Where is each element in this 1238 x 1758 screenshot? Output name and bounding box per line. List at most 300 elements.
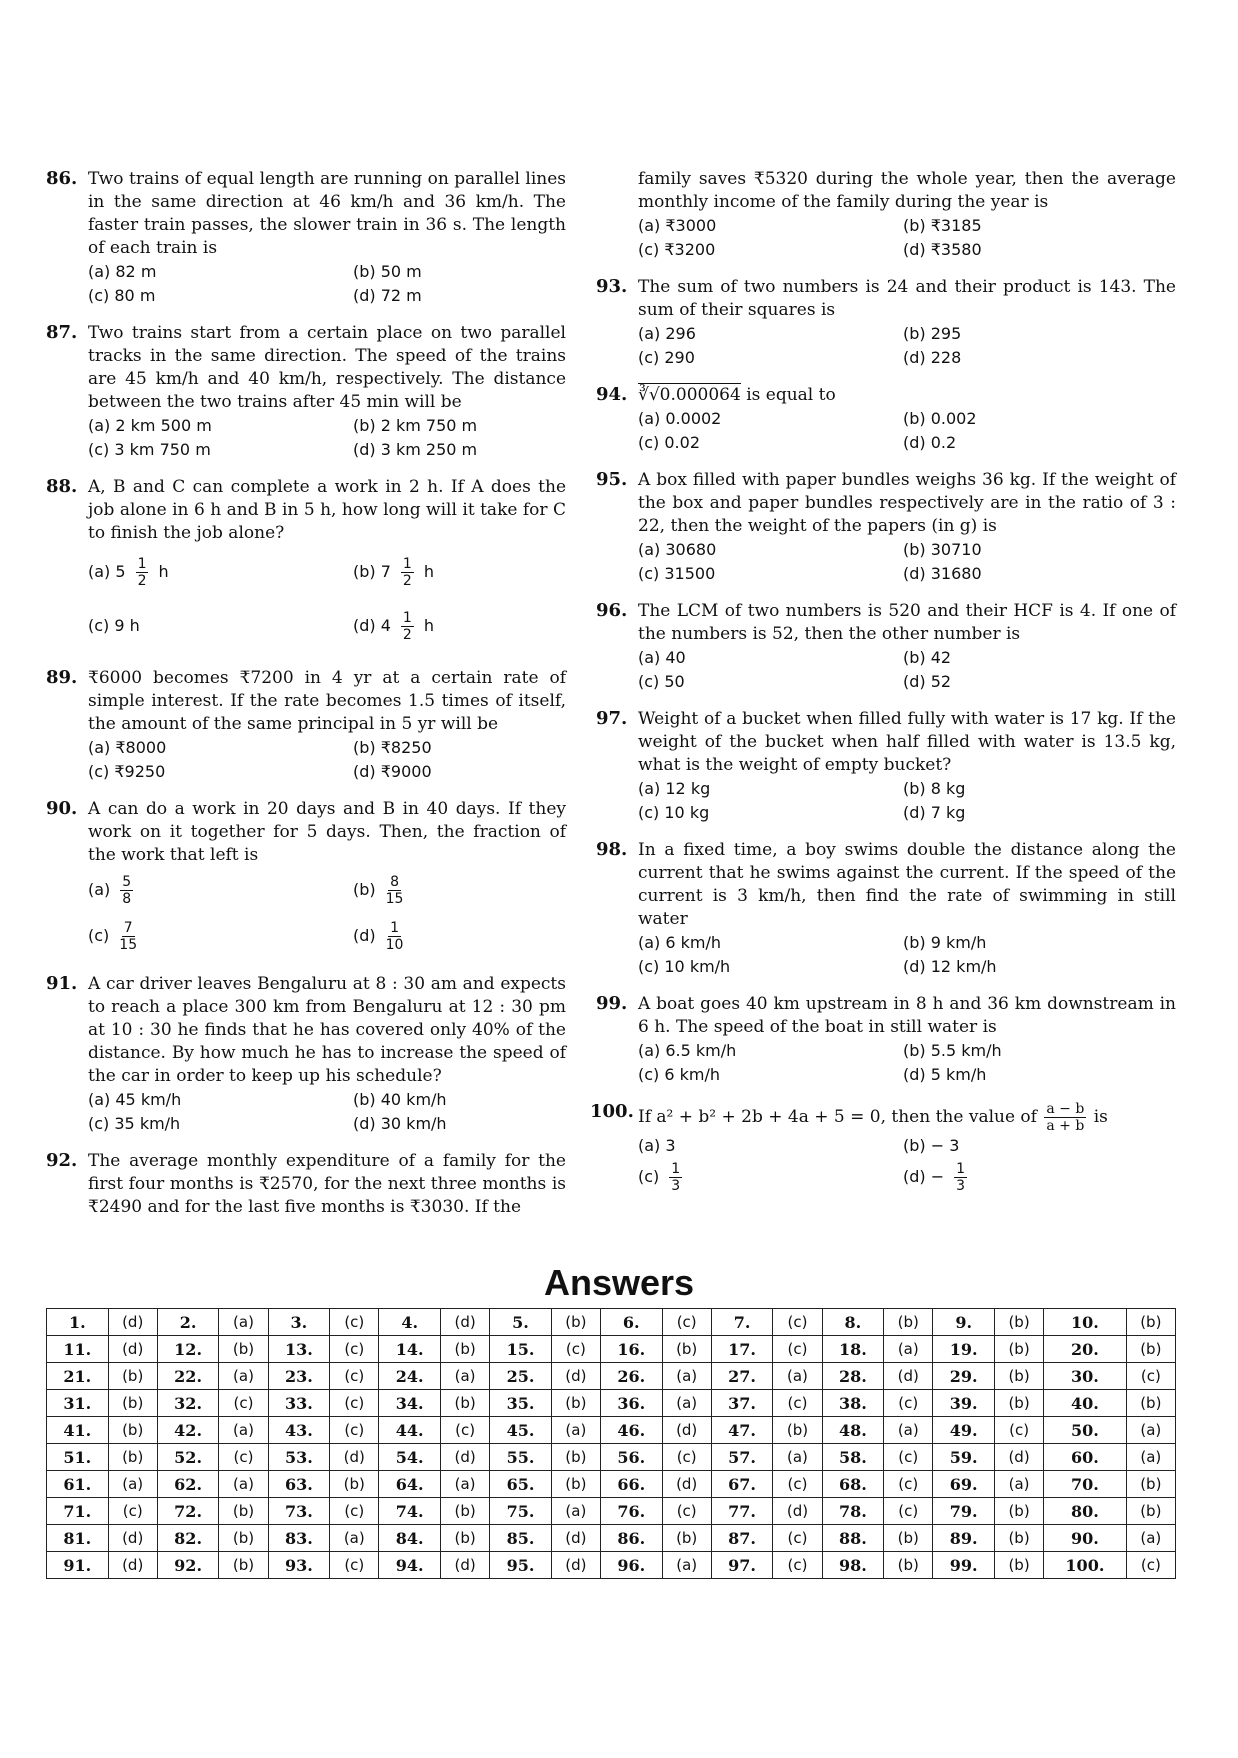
numerator: 1 [956, 1160, 966, 1177]
question-text-suffix: is [1093, 1107, 1108, 1127]
answer-question-number: 67. [711, 1471, 773, 1498]
answer-choice: (c) [330, 1363, 379, 1390]
table-row [47, 1552, 1176, 1579]
answer-question-number: 38. [822, 1390, 884, 1417]
option-c[interactable]: (c) 50 [638, 672, 685, 691]
options [88, 545, 566, 653]
option-d[interactable] [353, 913, 566, 959]
answer-choice: (c) [662, 1444, 711, 1471]
option-b[interactable]: (b) 42 [903, 648, 952, 667]
question-87 [46, 322, 566, 462]
table-row [47, 1498, 1176, 1525]
question-text: A, B and C can complete a work in 2 h. If A does the job alone in 6 h and B in 5 h, how long will it take for C to finish the job alone? [88, 477, 566, 543]
answer-question-number: 56. [600, 1444, 662, 1471]
table-row [47, 1444, 1176, 1471]
option-c[interactable] [88, 913, 353, 959]
answer-choice: (c) [551, 1336, 600, 1363]
fraction [1044, 1101, 1086, 1134]
answer-choice: (d) [440, 1444, 489, 1471]
options [638, 777, 1176, 825]
answer-choice: (b) [440, 1525, 489, 1552]
answer-question-number: 11. [47, 1336, 109, 1363]
option-a[interactable]: (a) 3 [638, 1136, 676, 1155]
answer-question-number: 60. [1044, 1444, 1126, 1471]
answer-question-number: 20. [1044, 1336, 1126, 1363]
denominator: 2 [402, 626, 412, 643]
option-a[interactable]: (a) 296 [638, 324, 696, 343]
answer-choice: (c) [773, 1309, 822, 1336]
answer-question-number: 45. [490, 1417, 552, 1444]
answer-question-number: 28. [822, 1363, 884, 1390]
answer-choice: (b) [219, 1525, 268, 1552]
option-b[interactable]: (b) − 3 [903, 1136, 960, 1155]
numerator: 7 [123, 919, 133, 936]
options [638, 322, 1176, 370]
answer-choice: (c) [330, 1390, 379, 1417]
options [88, 260, 566, 308]
answer-choice: (d) [551, 1525, 600, 1552]
denominator: a + b [1046, 1118, 1085, 1134]
answer-question-number: 5. [490, 1309, 552, 1336]
answer-question-number: 52. [157, 1444, 219, 1471]
answer-question-number: 35. [490, 1390, 552, 1417]
question-93 [596, 276, 1176, 370]
answer-question-number: 19. [933, 1336, 995, 1363]
table-row [47, 1417, 1176, 1444]
answer-choice: (b) [108, 1444, 157, 1471]
options [638, 646, 1176, 694]
answer-choice: (c) [773, 1552, 822, 1579]
answer-question-number: 26. [600, 1363, 662, 1390]
numerator: 1 [671, 1160, 681, 1177]
answer-choice: (c) [773, 1390, 822, 1417]
answer-question-number: 50. [1044, 1417, 1126, 1444]
option-d[interactable]: (d) ₹9000 [353, 762, 432, 781]
answer-question-number: 87. [711, 1525, 773, 1552]
option-a[interactable]: (a) 2 km 500 m [88, 416, 212, 435]
numerator: 1 [402, 609, 412, 626]
option-b[interactable] [353, 545, 566, 599]
numerator: 1 [402, 555, 412, 572]
answer-choice: (c) [884, 1471, 933, 1498]
answer-question-number: 95. [490, 1552, 552, 1579]
answer-choice: (a) [662, 1552, 711, 1579]
answer-question-number: 25. [490, 1363, 552, 1390]
answer-question-number: 18. [822, 1336, 884, 1363]
answer-question-number: 34. [379, 1390, 441, 1417]
option-b[interactable]: (b) 50 m [353, 262, 422, 281]
answer-choice: (c) [994, 1417, 1043, 1444]
numerator: 1 [390, 919, 400, 936]
option-d[interactable]: (d) 3 km 250 m [353, 440, 478, 459]
question-text: The LCM of two numbers is 520 and their HCF is 4. If one of the numbers is 52, then the other number is [638, 601, 1176, 644]
question-97 [596, 708, 1176, 825]
denominator: 2 [137, 572, 147, 589]
answer-question-number: 3. [268, 1309, 330, 1336]
answer-question-number: 17. [711, 1336, 773, 1363]
option-c[interactable]: (c) 31500 [638, 564, 716, 583]
option-c[interactable]: (c) 0.02 [638, 433, 700, 452]
answer-choice: (a) [1126, 1525, 1175, 1552]
answer-question-number: 7. [711, 1309, 773, 1336]
denominator: 15 [119, 936, 138, 953]
answer-question-number: 46. [600, 1417, 662, 1444]
numerator: a − b [1046, 1101, 1085, 1117]
fraction [401, 556, 414, 589]
question-number: 97. [596, 708, 628, 729]
answer-question-number: 16. [600, 1336, 662, 1363]
answer-question-number: 23. [268, 1363, 330, 1390]
option-c[interactable]: (c) ₹9250 [88, 762, 166, 781]
options [638, 407, 1176, 455]
numerator: 5 [122, 873, 132, 890]
answer-choice: (c) [1126, 1552, 1175, 1579]
numerator: 8 [390, 873, 400, 890]
denominator: 3 [956, 1177, 966, 1194]
answer-question-number: 71. [47, 1498, 109, 1525]
option-a-whole: (a) 5 [88, 562, 126, 581]
unit: h [423, 616, 434, 635]
answer-choice: (c) [884, 1390, 933, 1417]
answer-choice: (c) [884, 1498, 933, 1525]
answers-heading: Answers [543, 1262, 695, 1303]
question-98 [596, 839, 1176, 979]
option-a[interactable]: (a) 40 [638, 648, 686, 667]
question-88 [46, 476, 566, 653]
answer-choice: (a) [551, 1498, 600, 1525]
question-90 [46, 798, 566, 959]
question-92-continued [596, 168, 1176, 262]
option-d-whole: (d) 4 [353, 616, 391, 635]
answer-question-number: 8. [822, 1309, 884, 1336]
answer-choice: (d) [108, 1309, 157, 1336]
fraction [401, 610, 414, 643]
question-91 [46, 973, 566, 1136]
question-text: A can do a work in 20 days and B in 40 days. If they work on it together for 5 days. Then, the fraction of the work that left is [88, 799, 566, 865]
answers-table [46, 1308, 1176, 1579]
answer-choice: (d) [440, 1309, 489, 1336]
answer-choice: (b) [551, 1471, 600, 1498]
answer-question-number: 90. [1044, 1525, 1126, 1552]
question-text-prefix: If a² + b² + 2b + 4a + 5 = 0, then the value of [638, 1107, 1037, 1127]
answer-choice: (b) [994, 1309, 1043, 1336]
option-b[interactable]: (b) 40 km/h [353, 1090, 447, 1109]
fraction [386, 920, 404, 953]
option-d[interactable]: (d) ₹3580 [903, 240, 982, 259]
answer-question-number: 12. [157, 1336, 219, 1363]
answer-choice: (b) [219, 1336, 268, 1363]
answer-question-number: 80. [1044, 1498, 1126, 1525]
answer-choice: (b) [1126, 1336, 1175, 1363]
question-86 [46, 168, 566, 308]
answer-question-number: 4. [379, 1309, 441, 1336]
option-c[interactable]: (c) 290 [638, 348, 695, 367]
option-a[interactable]: (a) 45 km/h [88, 1090, 182, 1109]
answer-choice: (c) [330, 1498, 379, 1525]
option-b[interactable]: (b) ₹3185 [903, 216, 982, 235]
answer-question-number: 27. [711, 1363, 773, 1390]
option-c[interactable] [638, 1158, 903, 1196]
option-b-whole: (b) 7 [353, 562, 391, 581]
answer-choice: (a) [108, 1471, 157, 1498]
option-b[interactable]: (b) 5.5 km/h [903, 1041, 1002, 1060]
answer-question-number: 51. [47, 1444, 109, 1471]
answer-question-number: 40. [1044, 1390, 1126, 1417]
answer-question-number: 64. [379, 1471, 441, 1498]
answer-question-number: 68. [822, 1471, 884, 1498]
answer-question-number: 15. [490, 1336, 552, 1363]
answer-question-number: 78. [822, 1498, 884, 1525]
option-a[interactable]: (a) ₹3000 [638, 216, 717, 235]
numerator: 1 [137, 555, 147, 572]
denominator: 3 [671, 1177, 681, 1194]
answer-question-number: 82. [157, 1525, 219, 1552]
question-number: 100. [590, 1101, 634, 1122]
question-text-suffix: is equal to [746, 385, 836, 405]
option-b[interactable]: (b) ₹8250 [353, 738, 432, 757]
answer-question-number: 79. [933, 1498, 995, 1525]
question-number: 87. [46, 322, 78, 343]
answer-question-number: 88. [822, 1525, 884, 1552]
option-d[interactable]: (d) 52 [903, 672, 952, 691]
option-c[interactable]: (c) 10 km/h [638, 957, 731, 976]
answer-choice: (b) [884, 1309, 933, 1336]
question-96 [596, 600, 1176, 694]
answer-question-number: 2. [157, 1309, 219, 1336]
answer-question-number: 70. [1044, 1471, 1126, 1498]
option-a[interactable]: (a) 82 m [88, 262, 157, 281]
option-b[interactable]: (b) 30710 [903, 540, 982, 559]
option-a[interactable] [88, 867, 353, 913]
table-row [47, 1336, 1176, 1363]
answer-question-number: 84. [379, 1525, 441, 1552]
option-d[interactable] [903, 1158, 1176, 1196]
answer-question-number: 42. [157, 1417, 219, 1444]
answer-question-number: 13. [268, 1336, 330, 1363]
option-a[interactable] [88, 545, 353, 599]
option-d[interactable]: (d) 72 m [353, 286, 422, 305]
answer-question-number: 33. [268, 1390, 330, 1417]
option-c[interactable] [88, 599, 353, 653]
answer-choice: (c) [330, 1336, 379, 1363]
answer-question-number: 1. [47, 1309, 109, 1336]
options [638, 214, 1176, 262]
answer-choice: (d) [551, 1552, 600, 1579]
answer-choice: (b) [551, 1390, 600, 1417]
option-label: (c) [638, 1167, 660, 1186]
answer-choice: (d) [440, 1552, 489, 1579]
answer-question-number: 39. [933, 1390, 995, 1417]
table-row [47, 1525, 1176, 1552]
option-label: (c) [88, 926, 110, 945]
answer-choice: (c) [440, 1417, 489, 1444]
answer-question-number: 100. [1044, 1552, 1126, 1579]
answer-question-number: 14. [379, 1336, 441, 1363]
option-d[interactable] [353, 599, 566, 653]
option-c-text: (c) 9 h [88, 616, 140, 635]
unit: h [158, 562, 169, 581]
option-a[interactable]: (a) 0.0002 [638, 409, 722, 428]
answer-choice: (b) [994, 1363, 1043, 1390]
answer-choice: (d) [773, 1498, 822, 1525]
option-d[interactable]: (d) 30 km/h [353, 1114, 447, 1133]
question-text: A boat goes 40 km upstream in 8 h and 36 km downstream in 6 h. The speed of the boat in still water is [638, 994, 1176, 1037]
answer-choice: (c) [662, 1498, 711, 1525]
answer-question-number: 58. [822, 1444, 884, 1471]
option-b[interactable] [353, 867, 566, 913]
answer-question-number: 75. [490, 1498, 552, 1525]
answer-question-number: 30. [1044, 1363, 1126, 1390]
option-b[interactable]: (b) 8 kg [903, 779, 966, 798]
options [638, 1039, 1176, 1087]
table-row [47, 1390, 1176, 1417]
option-c[interactable]: (c) 10 kg [638, 803, 710, 822]
denominator: 8 [122, 890, 132, 907]
answer-choice: (c) [1126, 1363, 1175, 1390]
option-b[interactable]: (b) 295 [903, 324, 962, 343]
answer-question-number: 37. [711, 1390, 773, 1417]
option-b[interactable]: (b) 9 km/h [903, 933, 987, 952]
options [638, 1134, 1176, 1196]
option-a[interactable]: (a) ₹8000 [88, 738, 167, 757]
answer-choice: (d) [662, 1471, 711, 1498]
answer-question-number: 49. [933, 1417, 995, 1444]
question-text: Two trains start from a certain place on two parallel tracks in the same direction. The speed of the trains are 45 km/h and 40 km/h, respectively. The distance between the two trains after 45 min will be [88, 323, 566, 412]
answer-choice: (a) [884, 1336, 933, 1363]
answer-choice: (b) [884, 1525, 933, 1552]
options [88, 867, 566, 959]
option-a[interactable]: (a) 6.5 km/h [638, 1041, 737, 1060]
answer-question-number: 72. [157, 1498, 219, 1525]
unit: h [423, 562, 434, 581]
answer-question-number: 29. [933, 1363, 995, 1390]
option-c[interactable]: (c) ₹3200 [638, 240, 716, 259]
answer-question-number: 22. [157, 1363, 219, 1390]
options [638, 538, 1176, 586]
question-number: 86. [46, 168, 78, 189]
option-d[interactable]: (d) 7 kg [903, 803, 966, 822]
question-number: 96. [596, 600, 628, 621]
answer-question-number: 93. [268, 1552, 330, 1579]
answer-choice: (b) [994, 1498, 1043, 1525]
answer-choice: (a) [219, 1471, 268, 1498]
question-text: In a fixed time, a boy swims double the distance along the current that he swims against the current. If the speed of the current is 3 km/h, then find the rate of swimming in still water [638, 840, 1176, 929]
answer-choice: (b) [440, 1336, 489, 1363]
answer-choice: (c) [662, 1309, 711, 1336]
option-d[interactable]: (d) 0.2 [903, 433, 957, 452]
answer-choice: (b) [662, 1336, 711, 1363]
options [638, 931, 1176, 979]
answer-choice: (a) [1126, 1444, 1175, 1471]
option-b[interactable]: (b) 2 km 750 m [353, 416, 478, 435]
fraction [119, 920, 137, 953]
answer-question-number: 81. [47, 1525, 109, 1552]
fraction [954, 1161, 967, 1194]
answer-choice: (d) [330, 1444, 379, 1471]
answer-question-number: 6. [600, 1309, 662, 1336]
answer-question-number: 77. [711, 1498, 773, 1525]
answer-choice: (b) [108, 1417, 157, 1444]
option-a[interactable]: (a) 6 km/h [638, 933, 722, 952]
fraction [386, 874, 404, 907]
question-number: 90. [46, 798, 78, 819]
question-number: 95. [596, 469, 628, 490]
option-d[interactable]: (d) 12 km/h [903, 957, 997, 976]
answer-choice: (b) [551, 1309, 600, 1336]
answer-question-number: 69. [933, 1471, 995, 1498]
answer-choice: (c) [219, 1444, 268, 1471]
question-89 [46, 667, 566, 784]
answer-question-number: 74. [379, 1498, 441, 1525]
option-d[interactable]: (d) 228 [903, 348, 962, 367]
option-d[interactable]: (d) 5 km/h [903, 1065, 987, 1084]
option-d[interactable]: (d) 31680 [903, 564, 982, 583]
answer-choice: (c) [219, 1390, 268, 1417]
answer-question-number: 44. [379, 1417, 441, 1444]
option-label: (d) − [903, 1167, 945, 1186]
answer-question-number: 86. [600, 1525, 662, 1552]
option-a[interactable]: (a) 12 kg [638, 779, 711, 798]
question-text: ₹6000 becomes ₹7200 in 4 yr at a certain rate of simple interest. If the rate becomes 1.5 times of itself, the amount of the same principal in 5 yr will be [88, 668, 566, 734]
question-94 [596, 384, 1176, 455]
answer-choice: (b) [994, 1390, 1043, 1417]
option-b[interactable]: (b) 0.002 [903, 409, 977, 428]
answer-choice: (b) [330, 1471, 379, 1498]
answer-question-number: 43. [268, 1417, 330, 1444]
fraction [136, 556, 149, 589]
answer-choice: (a) [330, 1525, 379, 1552]
answer-choice: (d) [662, 1417, 711, 1444]
answer-question-number: 89. [933, 1525, 995, 1552]
denominator: 2 [402, 572, 412, 589]
question-number: 88. [46, 476, 78, 497]
table-row [47, 1309, 1176, 1336]
answer-choice: (a) [551, 1417, 600, 1444]
answer-question-number: 21. [47, 1363, 109, 1390]
question-number: 93. [596, 276, 628, 297]
options [88, 736, 566, 784]
answer-question-number: 62. [157, 1471, 219, 1498]
answer-question-number: 99. [933, 1552, 995, 1579]
option-a[interactable]: (a) 30680 [638, 540, 717, 559]
question-92 [46, 1150, 566, 1219]
answer-question-number: 48. [822, 1417, 884, 1444]
answer-question-number: 55. [490, 1444, 552, 1471]
question-text: A car driver leaves Bengaluru at 8 : 30 am and expects to reach a place 300 km from Bengaluru at 12 : 30 pm at 10 : 30 he finds that he has covered only 40% of the distance. By how much he has to increase the speed of the car in order to keep up his schedule? [88, 974, 566, 1086]
table-row [47, 1471, 1176, 1498]
question-text [638, 1101, 1176, 1134]
fraction [120, 874, 133, 907]
answer-choice: (b) [219, 1552, 268, 1579]
answer-choice: (b) [1126, 1309, 1175, 1336]
answer-choice: (d) [551, 1363, 600, 1390]
answer-question-number: 61. [47, 1471, 109, 1498]
question-text [638, 384, 1176, 407]
answer-choice: (b) [551, 1444, 600, 1471]
answer-choice: (d) [884, 1363, 933, 1390]
answer-question-number: 47. [711, 1417, 773, 1444]
question-number: 94. [596, 384, 628, 405]
option-c[interactable]: (c) 3 km 750 m [88, 440, 211, 459]
option-c[interactable]: (c) 35 km/h [88, 1114, 181, 1133]
answer-question-number: 83. [268, 1525, 330, 1552]
option-c[interactable]: (c) 6 km/h [638, 1065, 721, 1084]
answer-choice: (c) [773, 1336, 822, 1363]
question-text: Weight of a bucket when filled fully with water is 17 kg. If the weight of the bucket when half filled with water is 13.5 kg, what is the weight of empty bucket? [638, 709, 1176, 775]
question-number: 98. [596, 839, 628, 860]
answer-choice: (d) [108, 1525, 157, 1552]
option-c[interactable]: (c) 80 m [88, 286, 156, 305]
